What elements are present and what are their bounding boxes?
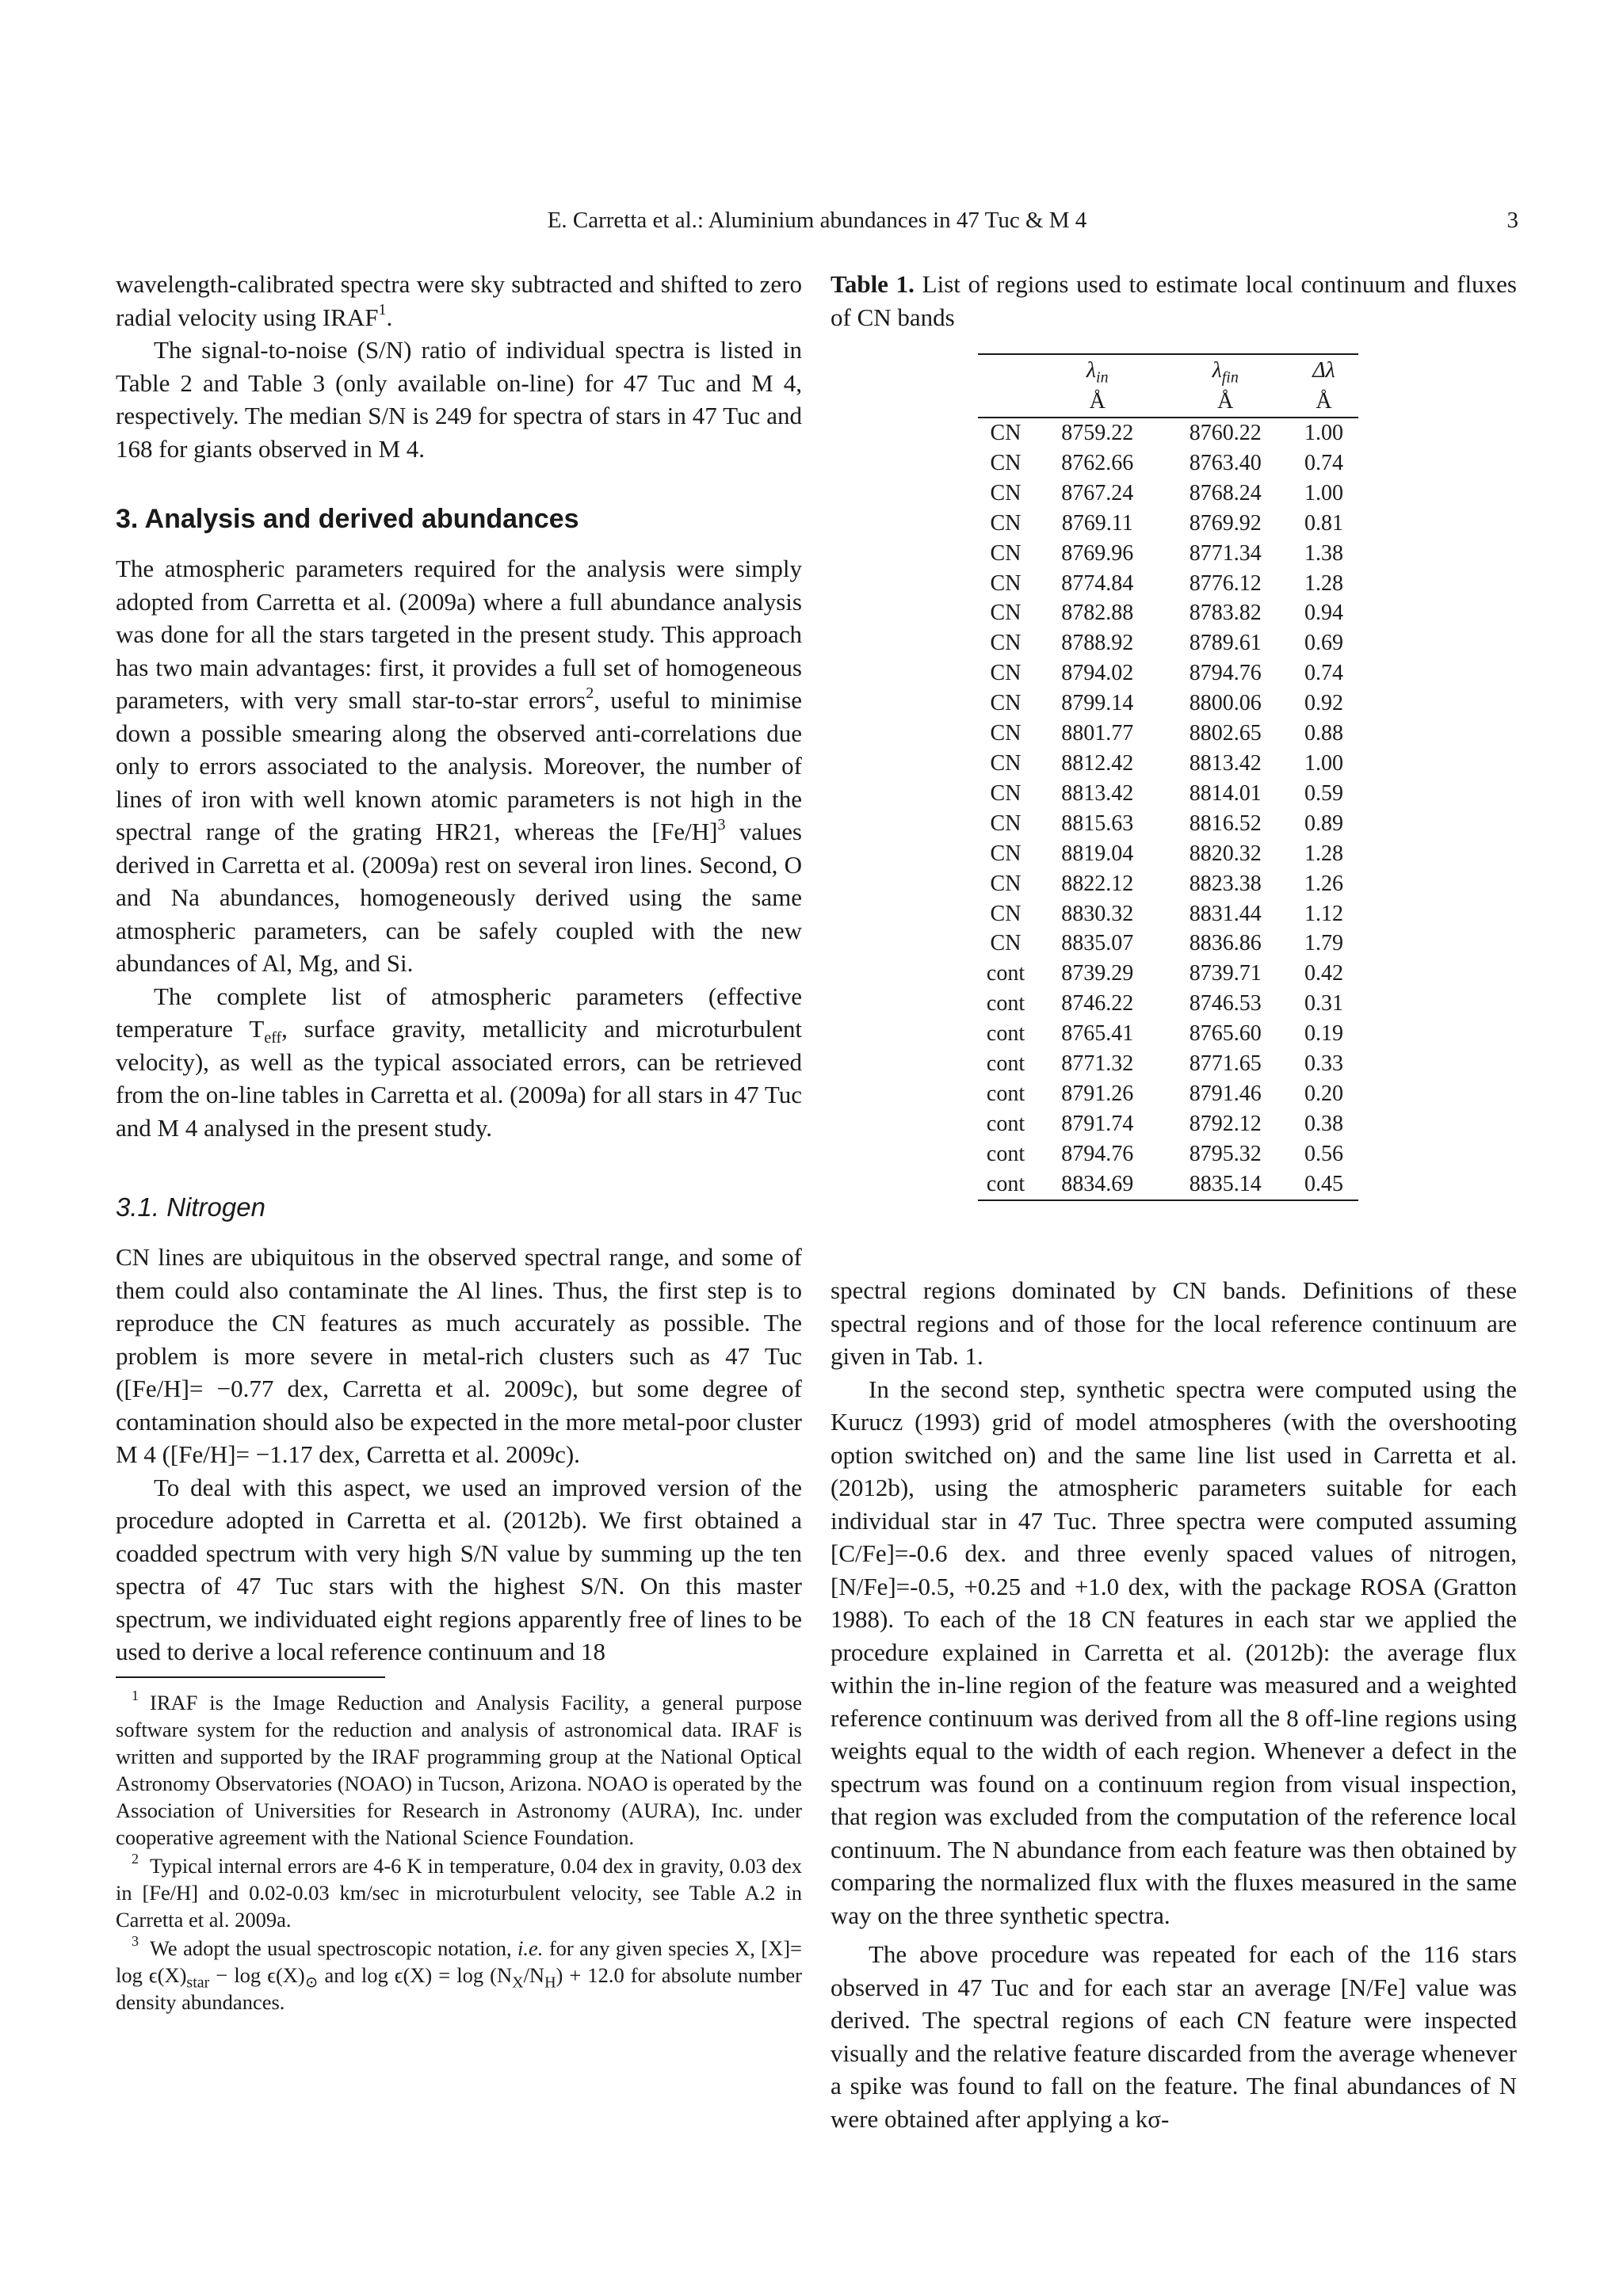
region-type: CN [990,780,1022,806]
lambda-fin: 8771.65 [1189,1051,1262,1077]
lambda-in: 8799.14 [1061,691,1134,716]
region-type: CN [990,810,1022,836]
lambda-fin: 8791.46 [1189,1081,1262,1106]
paragraph: The above procedure was repeated for each of the 116 stars observed in 47 Tuc and for each star an average [N/Fe] value was derived. The spectral regions of each CN feature were inspected visually and the relative feature discarded from the average whenever a spike was found to fall on the feature. The final abundances of N were obtained after applying a kσ- [831,1940,1517,2133]
delta-lambda: 1.00 [1304,750,1343,776]
lambda-in: 8746.22 [1061,991,1134,1016]
lambda-fin: 8831.44 [1189,901,1262,926]
region-type: cont [986,1141,1025,1166]
lambda-fin: 8814.01 [1189,780,1262,806]
table-row [978,929,1358,959]
lambda-fin: 8765.60 [1189,1021,1262,1047]
delta-lambda: 0.94 [1304,601,1343,626]
delta-lambda: 0.59 [1304,780,1343,806]
region-type: cont [986,1021,1025,1047]
paragraph: The atmospheric parameters required for the analysis were simply adopted from Carretta et al. (2009a) where a full abundance analysis was done for all the stars targeted in the present study. This approach has two main advantages: first, it provides a full set of homogeneous parameters, with very small star-to-star errors$^2$, useful to minimise down a possible smearing along the observed anti-correlations due only to errors associated to the analysis. Moreover, the number of lines of iron with well known atomic parameters is not high in the spectral range of the grating HR21, whereas the $[Fe/H]^3$ values derived in Carretta et al. (2009a) rest on several iron lines. Second, O and Na abundances, homogeneously derived using the same atmospheric parameters, can be safely coupled with the new abundances of Al, Mg, and Si. [116,555,803,977]
unit-label: Å [1162,387,1290,418]
table-row [978,539,1358,569]
table-row [978,628,1358,658]
lambda-in: 8801.77 [1061,721,1134,746]
lambda-fin: 8823.38 [1189,871,1262,896]
delta-lambda: 0.45 [1289,1169,1358,1200]
table-row [978,1019,1358,1049]
region-type: CN [990,450,1022,475]
lambda-fin: 8789.61 [1189,631,1262,656]
table-row [978,598,1358,628]
region-type: cont [986,1051,1025,1077]
table-row [978,779,1358,809]
lambda-in: 8771.32 [1061,1051,1134,1077]
table-caption: Table 1. List of regions used to estimate local continuum and fluxes of CN bands [831,270,1517,331]
region-type: cont [986,961,1025,986]
table-row [978,839,1358,869]
footnote-ref: 3 [717,815,726,833]
lambda-in: 8739.29 [1061,961,1134,986]
table-row [978,509,1358,539]
lambda-fin: 8792.12 [1189,1111,1262,1136]
table-row [978,1169,1358,1200]
running-header [116,208,1518,239]
lambda-fin: 8813.42 [1189,750,1262,776]
region-type: CN [990,661,1022,686]
lambda-in: 8830.32 [1061,901,1134,926]
delta-lambda: 0.56 [1304,1141,1343,1166]
lambda-in: 8759.22 [1061,421,1134,445]
lambda-fin: 8794.76 [1189,661,1262,686]
lambda-fin: 8783.82 [1189,601,1262,626]
lambda-in: 8834.69 [1033,1169,1162,1200]
delta-lambda: 0.81 [1304,510,1343,536]
table-row [978,1079,1358,1109]
lambda-fin: 8746.53 [1189,991,1262,1016]
delta-lambda: 0.42 [1304,961,1343,986]
table-1 [831,268,1517,1196]
lambda-in: 8769.96 [1061,540,1134,566]
lambda-fin: 8836.86 [1189,931,1262,956]
table-row [978,1049,1358,1079]
table-row [978,1109,1358,1139]
table-row [978,569,1358,599]
lambda-in: 8791.26 [1061,1081,1134,1106]
left-column [116,268,802,2017]
delta-lambda: 1.12 [1304,901,1343,926]
table-row [978,719,1358,749]
table-row [978,448,1358,479]
lambda-in: 8782.88 [1061,601,1134,626]
delta-lambda: 1.38 [1304,540,1343,566]
table-row [978,688,1358,719]
region-type: CN [990,691,1022,716]
lambda-in: 8791.74 [1061,1111,1134,1136]
region-type: CN [990,841,1022,866]
lambda-in: 8815.63 [1061,810,1134,836]
footnote: $^2$ Typical internal errors are 4-6 K in temperature, 0.04 dex in gravity, 0.03 dex in [Fe/H] and 0.02-0.03 km/sec in microturbulent velocity, see Table A.2 in Carretta et al. 2009a. [116,1850,802,1932]
footnote-ref: 1 [378,301,387,319]
col-header-label [978,354,1033,387]
lambda-fin: 8769.92 [1189,510,1262,536]
lambda-in: 8765.41 [1061,1021,1134,1047]
table-row [978,1139,1358,1169]
lambda-fin: 8820.32 [1189,841,1262,866]
lambda-fin: 8768.24 [1189,480,1262,505]
region-type: CN [990,570,1022,596]
region-type: CN [990,601,1022,626]
table-row [978,869,1358,899]
lambda-in: 8788.92 [1061,631,1134,656]
delta-lambda: 0.88 [1304,721,1343,746]
delta-lambda: 0.74 [1304,661,1343,686]
region-type: CN [990,510,1022,536]
lambda-in: 8822.12 [1061,871,1134,896]
right-column [831,1274,1517,2135]
table-row [978,418,1358,448]
delta-lambda: 1.00 [1304,421,1343,445]
lambda-fin: 8800.06 [1189,691,1262,716]
col-header-delta-lambda: Δλ [1289,354,1358,387]
region-type: cont [986,1081,1025,1106]
table-row [978,809,1358,839]
footnote-divider [116,1676,385,1678]
delta-lambda: 0.19 [1304,1021,1343,1047]
footnote: $^1$ IRAF is the Image Reduction and Analysis Facility, a general purpose software system for the reduction and analysis of astronomical data. IRAF is written and supported by the IRAF programming group at the National Optical Astronomy Observatories (NOAO) in Tucson, Arizona. NOAO is operated by the Association of Universities for Research in Astronomy (AURA), Inc. under cooperative agreement with the National Science Foundation. [116,1687,802,1849]
paragraph: In the second step, synthetic spectra were computed using the Kurucz (1993) grid of model atmospheres (with the overshooting option switched on) and the same line list used in Carretta et al. (2012b), using the atmospheric parameters suitable for each individual star in 47 Tuc. Three spectra were computed assuming [C/Fe]=-0.6 dex. and three evenly spaced values of nitrogen, [N/Fe]=-0.5, +0.25 and +1.0 dex, with the package ROSA (Gratton 1988). To each of the 18 CN features in each star we applied the procedure explained in Carretta et al. (2012b): the average flux within the in-line region of the feature was measured and a weighted reference continuum was derived from all the 8 off-line regions using weights equal to the width of each region. Whenever a defect in the spectrum was found on a continuum region from visual inspection, that region was excluded from the computation of the reference local continuum. The N abundance from each feature was then obtained by comparing the normalized flux with the fluxes measured in the same way on the three synthetic spectra. [831,1375,1517,1929]
lambda-fin: 8835.14 [1162,1169,1290,1200]
lambda-in: 8812.42 [1061,750,1134,776]
section-heading: 3. Analysis and derived abundances [116,504,579,534]
col-header-lambda-fin: $\lambda_{fin}$ [1162,354,1290,387]
paragraph: wavelength-calibrated spectra were sky subtracted and shifted to zero radial velocity using IRAF$^1$. [116,270,802,331]
lambda-in: 8774.84 [1061,570,1134,596]
delta-lambda: 0.89 [1304,810,1343,836]
delta-lambda: 0.74 [1304,450,1343,475]
subsection-heading: 3.1. Nitrogen [116,1192,265,1222]
table-row [978,749,1358,779]
table-row [978,479,1358,509]
region-type: CN [990,750,1022,776]
delta-lambda: 0.69 [1304,631,1343,656]
delta-lambda: 1.26 [1304,871,1343,896]
unit-label: Å [1033,387,1162,418]
paragraph: The signal-to-noise (S/N) ratio of individual spectra is listed in Table 2 and Table 3 (only available on-line) for 47 Tuc and M 4, respectively. The median S/N is 249 for spectra of stars in 47 Tuc and 168 for giants observed in M 4. [116,336,802,463]
region-type: cont [978,1169,1033,1200]
lambda-in: 8767.24 [1061,480,1134,505]
lambda-fin: 8739.71 [1189,961,1262,986]
lambda-in: 8794.02 [1061,661,1134,686]
delta-lambda: 1.28 [1304,570,1343,596]
paragraph: spectral regions dominated by CN bands. Definitions of these spectral regions and of those for the local reference continuum are given in Tab. 1. [831,1276,1517,1370]
delta-lambda: 0.38 [1304,1111,1343,1136]
footnote-ref: 2 [586,684,594,702]
lambda-fin: 8763.40 [1189,450,1262,475]
delta-lambda: 0.33 [1304,1051,1343,1077]
lambda-fin: 8795.32 [1189,1141,1262,1166]
regions-table [978,353,1358,1201]
table-row [978,899,1358,929]
lambda-fin: 8771.34 [1189,540,1262,566]
footnote: $^3$ We adopt the usual spectroscopic notation, i.e. for any given species X, $[X]= \log \epsilon(X)_{star} - \log \epsilon(X)_⊙$ and $\log \epsilon(X) = \log (N_X/N_H) + 12.0$ for absolute number density abundances. [116,1932,802,2014]
table-row [978,658,1358,688]
region-type: CN [990,631,1022,656]
lambda-in: 8835.07 [1061,931,1134,956]
region-type: CN [990,871,1022,896]
region-type: CN [990,721,1022,746]
delta-lambda: 1.28 [1304,841,1343,866]
lambda-in: 8794.76 [1061,1141,1134,1166]
delta-lambda: 0.31 [1304,991,1343,1016]
lambda-fin: 8760.22 [1189,421,1262,445]
col-header-lambda-in: $\lambda_{in}$ [1033,354,1162,387]
region-type: CN [990,931,1022,956]
region-type: CN [990,540,1022,566]
lambda-in: 8769.11 [1061,510,1133,536]
table-row [978,989,1358,1019]
region-type: cont [986,991,1025,1016]
page-number: 3 [1507,208,1518,233]
table-row [978,959,1358,989]
paragraph: To deal with this aspect, we used an improved version of the procedure adopted in Carretta et al. (2012b). We first obtained a coadded spectrum with very high S/N value by summing up the ten spectra of 47 Tuc stars with the highest S/N. On this master spectrum, we individuated eight regions apparently free of lines to be used to derive a local reference continuum and 18 [116,1473,802,1665]
unit-label: Å [1289,387,1358,418]
region-type: CN [990,421,1022,445]
region-type: cont [986,1111,1025,1136]
lambda-fin: 8802.65 [1189,721,1262,746]
lambda-fin: 8776.12 [1189,570,1262,596]
delta-lambda: 1.00 [1304,480,1343,505]
lambda-fin: 8816.52 [1189,810,1262,836]
region-type: CN [990,901,1022,926]
lambda-in: 8762.66 [1061,450,1134,475]
paragraph: The complete list of atmospheric parameters (effective temperature $T_{eff}$, surface gravity, metallicity and microturbulent velocity), as well as the typical associated errors, can be retrieved from the on-line tables in Carretta et al. (2009a) for all stars in 47 Tuc and M 4 analysed in the present study. [116,982,803,1142]
delta-lambda: 0.92 [1304,691,1343,716]
lambda-in: 8813.42 [1061,780,1134,806]
running-title: E. Carretta et al.: Aluminium abundances in 47 Tuc & M 4 [547,208,1087,233]
paragraph: CN lines are ubiquitous in the observed spectral range, and some of them could also contaminate the Al lines. Thus, the first step is to reproduce the CN features as much accurately as possible. The problem is more severe in metal-rich clusters such as 47 Tuc ([Fe/H]= −0.77 dex, Carretta et al. 2009c), but some degree of contamination should also be expected in the more metal-poor cluster M 4 ([Fe/H]= −1.17 dex, Carretta et al. 2009c). [116,1243,802,1468]
delta-lambda: 0.20 [1304,1081,1343,1106]
delta-lambda: 1.79 [1304,931,1343,956]
lambda-in: 8819.04 [1061,841,1134,866]
region-type: CN [990,480,1022,505]
